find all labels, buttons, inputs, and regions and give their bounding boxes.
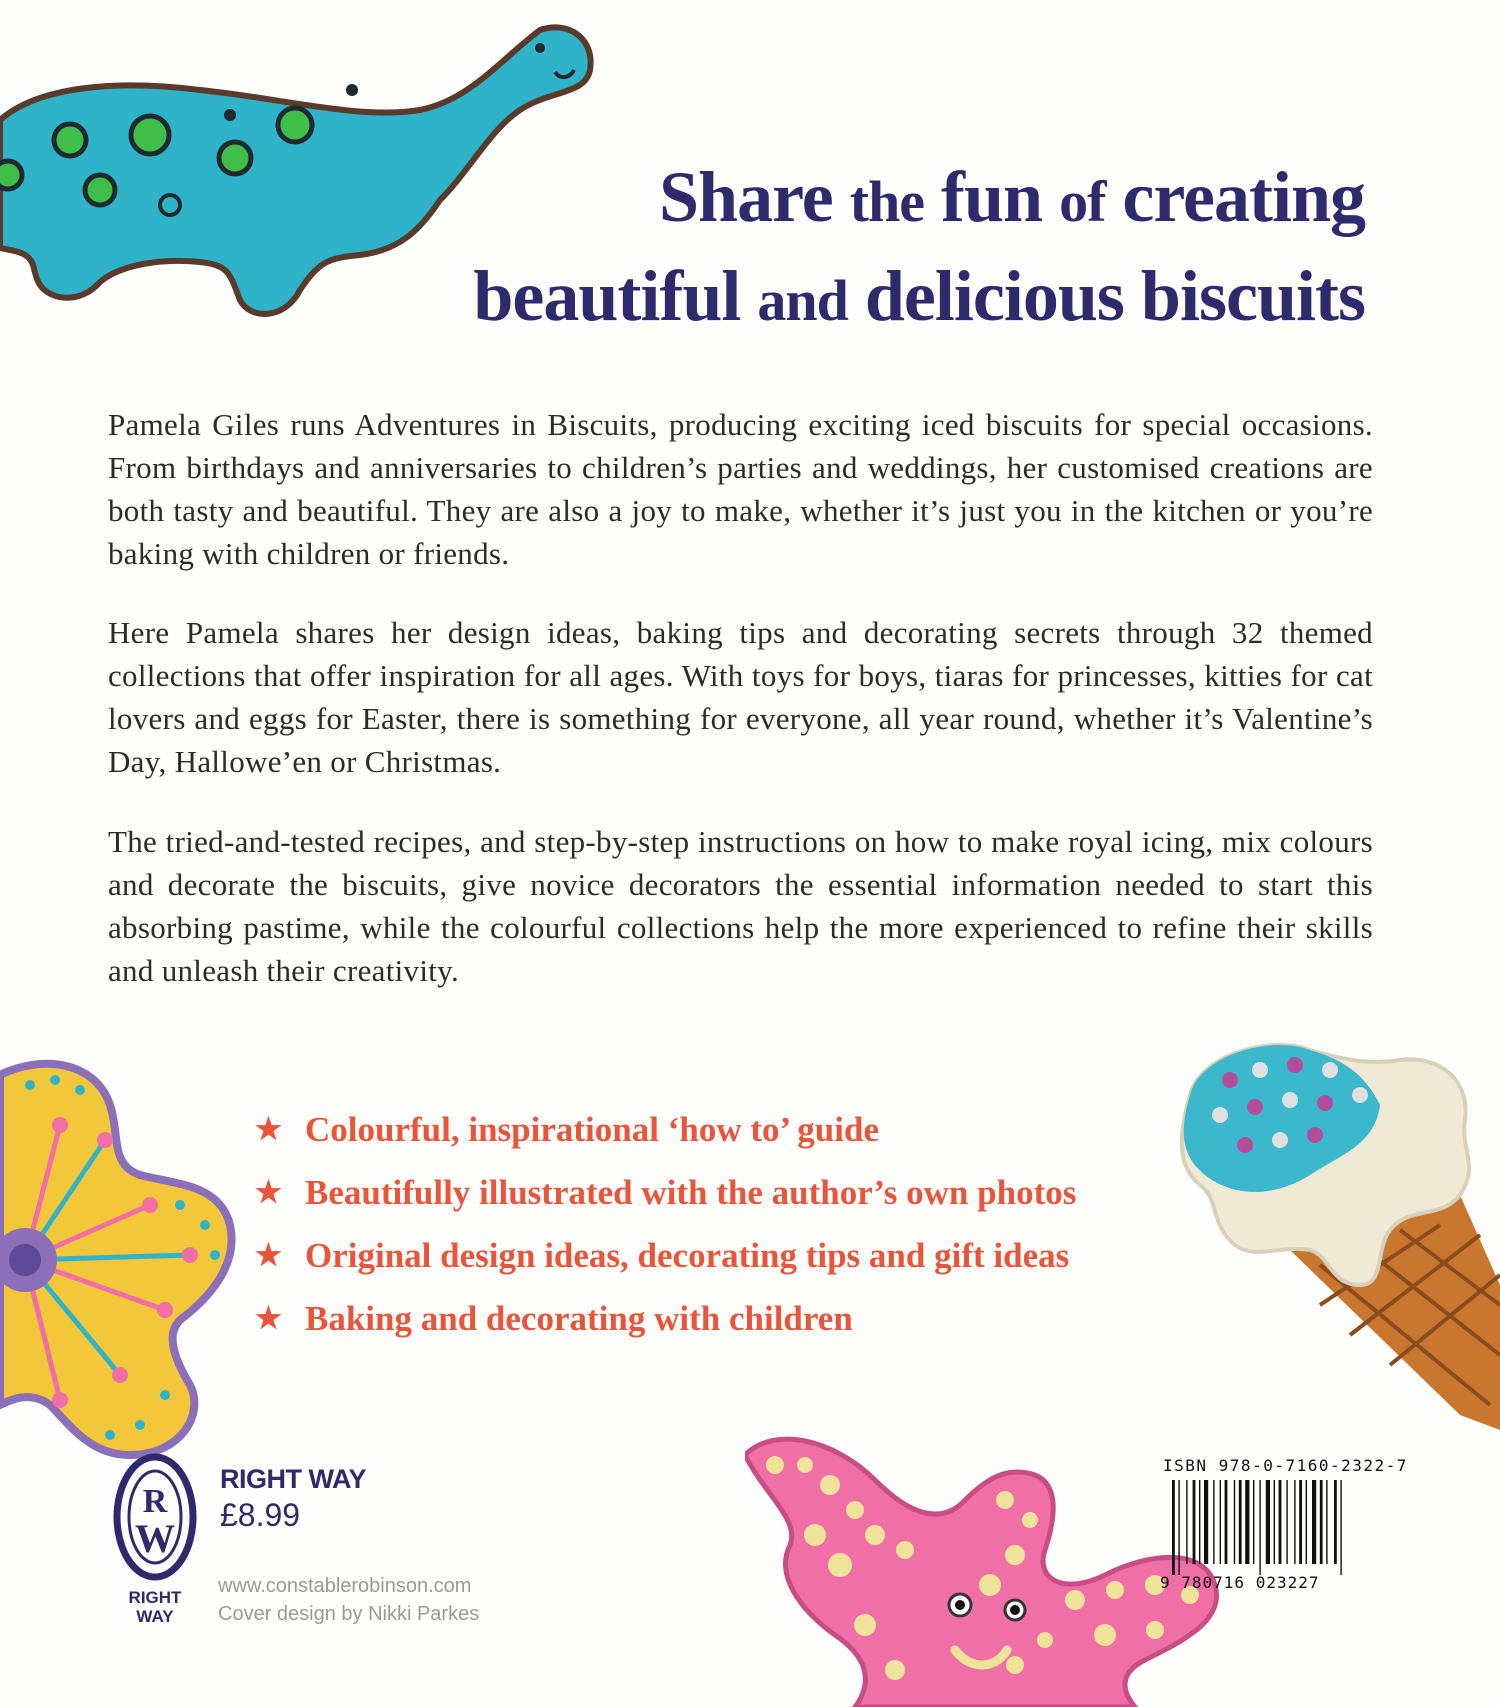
feature-item: ★ Original design ideas, decorating tips and gift ideas <box>255 1235 1070 1275</box>
ice-cream-biscuit-image <box>1160 1035 1500 1435</box>
barcode-bar <box>1204 1480 1208 1564</box>
barcode-bar <box>1306 1480 1307 1564</box>
barcode-bar <box>1239 1480 1242 1564</box>
barcode-bar <box>1225 1480 1228 1564</box>
barcode-bar <box>1220 1480 1221 1564</box>
barcode-bar <box>1266 1480 1270 1564</box>
barcode-bar <box>1199 1480 1200 1564</box>
barcode-image <box>1170 1480 1392 1575</box>
barcode-bar <box>1178 1480 1179 1575</box>
barcode-bar <box>1312 1480 1316 1564</box>
star-icon: ★ <box>255 1239 282 1272</box>
headline <box>440 150 1365 348</box>
flower-biscuit-image <box>0 1055 245 1470</box>
barcode-bar <box>1320 1480 1323 1564</box>
barcode-bar <box>1245 1480 1249 1564</box>
headline-line-2: beautiful and delicious biscuits <box>473 256 1365 336</box>
star-icon: ★ <box>255 1176 282 1209</box>
logo-caption: RIGHT WAY <box>128 1588 182 1626</box>
svg-text:R: R <box>142 1483 168 1520</box>
website-link[interactable]: www.constablerobinson.com <box>218 1575 472 1597</box>
barcode-bar <box>1279 1480 1282 1564</box>
svg-text:W: W <box>135 1516 175 1561</box>
price: £8.99 <box>220 1497 301 1533</box>
publisher-name: RIGHT WAY <box>220 1464 367 1494</box>
barcode-bar <box>1259 1480 1260 1575</box>
barcode-bar <box>1234 1480 1235 1564</box>
cover-credit: Cover design by Nikki Parkes <box>218 1603 480 1625</box>
right-way-logo <box>112 1452 198 1582</box>
feature-list <box>255 1098 1076 1350</box>
barcode-bar <box>1274 1480 1275 1564</box>
description-paragraph-3: The tried-and-tested recipes, and step-by-step instructions on how to make royal icing, mix colours and decorate the biscuits, give novice decorators the essential information needed to start this absorbing pastime, while the colourful collections help the more experienced to refine their skills and unleash their creativity. <box>108 824 1373 988</box>
headline-line-1: Share the fun of creating <box>658 157 1365 237</box>
publisher-logo-icon <box>112 1452 198 1582</box>
barcode-bar <box>1213 1480 1214 1564</box>
feature-item: ★ Beautifully illustrated with the author’s own photos <box>255 1172 1077 1212</box>
publisher-info <box>218 1572 479 1628</box>
barcode-bar <box>1186 1480 1187 1564</box>
barcode-bar <box>1172 1480 1175 1575</box>
barcode-bar <box>1340 1480 1341 1575</box>
barcode-bar <box>1334 1480 1337 1564</box>
barcode-bar <box>1286 1480 1287 1564</box>
star-icon: ★ <box>255 1113 282 1146</box>
barcode-digits: 9 780716 023227 <box>1160 1573 1320 1592</box>
barcode-bar <box>1294 1480 1295 1564</box>
description-paragraph-2: Here Pamela shares her design ideas, baking tips and decorating secrets through 32 themed collections that offer inspiration for all ages. With toys for boys, tiaras for princesses, kitties for cat lovers and eggs for Easter, there is something for everyone, all year round, whether it’s Valentine’s Day, Hallowe’en or Christmas. <box>108 615 1373 779</box>
star-icon: ★ <box>255 1302 282 1335</box>
barcode-bar <box>1299 1480 1302 1564</box>
isbn-label: ISBN 978-0-7160-2322-7 <box>1163 1456 1408 1475</box>
barcode-bar <box>1253 1480 1254 1564</box>
barcode-bar <box>1326 1480 1327 1564</box>
description-paragraph-1: Pamela Giles runs Adventures in Biscuits, producing exciting iced biscuits for special occasions. From birthdays and anniversaries to children’s parties and weddings, her customised creations are both tasty and beautiful. They are also a joy to make, whether it’s just you in the kitchen or you’re baking with children or friends. <box>108 407 1373 571</box>
barcode-bar <box>1193 1480 1196 1564</box>
feature-item: ★ Colourful, inspirational ‘how to’ guide <box>255 1109 879 1149</box>
feature-item: ★ Baking and decorating with children <box>255 1298 853 1338</box>
